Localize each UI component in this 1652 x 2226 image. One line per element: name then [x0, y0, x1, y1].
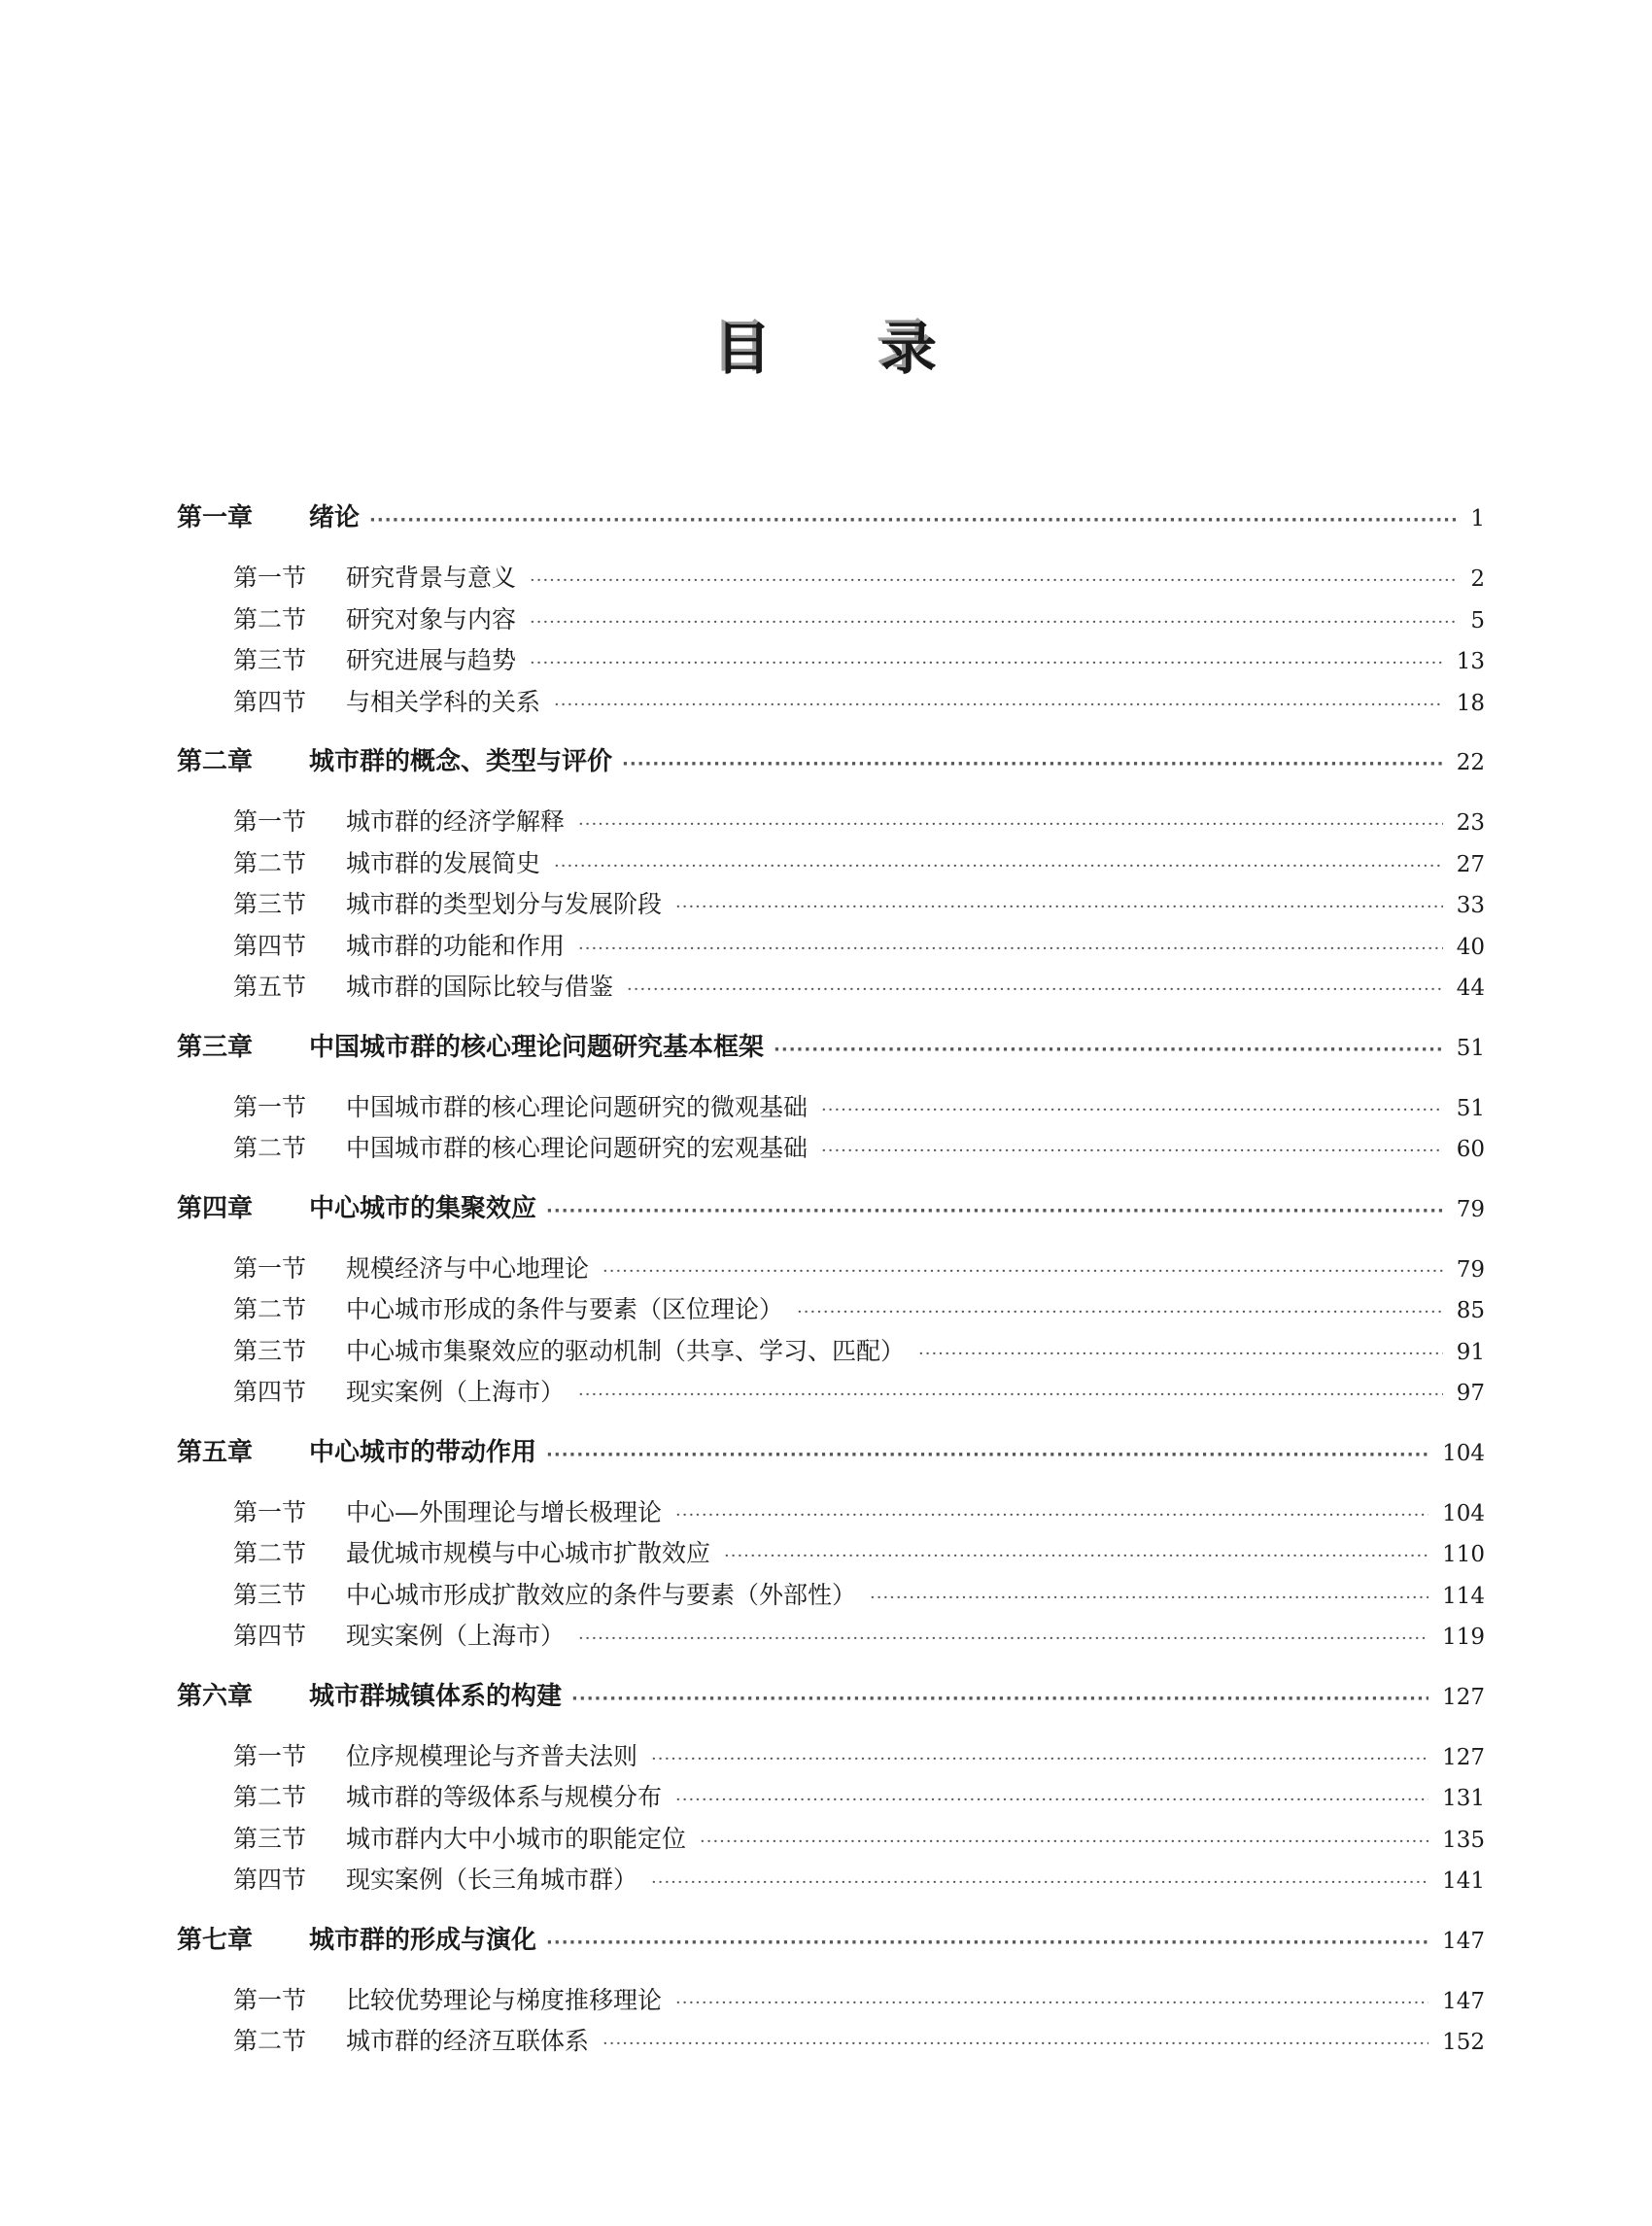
chapter-number: 第四章 — [177, 1193, 254, 1223]
page-number: 1 — [1470, 506, 1485, 531]
section-title: 现实案例（上海市） — [346, 1622, 566, 1650]
section-title: 研究对象与内容 — [346, 604, 517, 634]
leader-dots — [797, 1302, 1443, 1322]
section-title: 现实案例（长三角城市群） — [346, 1866, 638, 1894]
toc-section-entry[interactable] — [177, 1861, 1485, 1902]
toc-section-entry[interactable] — [177, 1778, 1485, 1820]
toc-section-entry[interactable] — [177, 1332, 1485, 1374]
toc-section-entry[interactable] — [177, 2022, 1485, 2064]
toc-section-entry[interactable] — [177, 803, 1485, 844]
page-number: 114 — [1442, 1583, 1485, 1609]
chapter-number: 第二章 — [177, 747, 254, 776]
chapter-number: 第七章 — [177, 1925, 254, 1955]
chapter-title: 中心城市的集聚效应 — [309, 1193, 537, 1223]
chapter-number: 第一章 — [177, 503, 254, 532]
toc-section-entry[interactable] — [177, 559, 1485, 600]
page-number: 23 — [1456, 810, 1485, 836]
toc-chapter-entry[interactable] — [177, 1676, 1485, 1718]
section-number: 第二节 — [233, 1134, 307, 1162]
chapter-title: 城市群的概念、类型与评价 — [309, 747, 613, 776]
table-of-contents — [177, 497, 1485, 2081]
section-title: 中国城市群的核心理论问题研究的微观基础 — [346, 1092, 809, 1121]
leader-dots — [821, 1100, 1443, 1120]
leader-dots — [651, 1749, 1428, 1769]
page-number: 18 — [1456, 690, 1485, 716]
page-title — [0, 303, 1652, 385]
leader-dots — [675, 1505, 1428, 1525]
page-number: 33 — [1456, 893, 1485, 918]
page-number: 135 — [1442, 1827, 1485, 1853]
section-number: 第四节 — [233, 1622, 307, 1650]
section-title: 城市群的等级体系与规模分布 — [346, 1783, 663, 1811]
page-number: 44 — [1456, 976, 1485, 1001]
page-number: 22 — [1456, 750, 1485, 775]
leader-dots — [546, 1201, 1443, 1221]
leader-dots — [578, 939, 1443, 959]
section-number: 第三节 — [233, 646, 307, 674]
section-number: 第四节 — [233, 1378, 307, 1406]
leader-dots — [554, 856, 1443, 876]
section-number: 第三节 — [233, 890, 307, 918]
page-number: 51 — [1456, 1035, 1485, 1061]
section-title: 城市群的发展简史 — [346, 848, 541, 877]
leader-dots — [627, 979, 1443, 1000]
section-number: 第二节 — [233, 1295, 307, 1323]
leader-dots — [530, 570, 1457, 591]
leader-dots — [774, 1040, 1443, 1060]
toc-chapter-entry[interactable] — [177, 497, 1485, 539]
toc-section-entry[interactable] — [177, 1820, 1485, 1862]
leader-dots — [602, 1261, 1443, 1282]
section-number: 第三节 — [233, 1336, 307, 1365]
leader-dots — [675, 1993, 1428, 2013]
section-number: 第二节 — [233, 604, 307, 634]
section-number: 第四节 — [233, 687, 307, 716]
section-title: 最优城市规模与中心城市扩散效应 — [346, 1539, 711, 1567]
chapter-block — [177, 1027, 1485, 1171]
section-title: 规模经济与中心地理论 — [346, 1253, 590, 1283]
toc-section-entry[interactable] — [177, 641, 1485, 683]
chapter-number: 第三章 — [177, 1032, 254, 1062]
section-title: 城市群的经济学解释 — [346, 807, 566, 836]
section-number: 第一节 — [233, 1985, 307, 2014]
chapter-block — [177, 1676, 1485, 1902]
leader-dots — [870, 1588, 1428, 1608]
page-number: 85 — [1456, 1298, 1485, 1323]
page-number: 127 — [1442, 1684, 1485, 1710]
section-number: 第二节 — [233, 1783, 307, 1811]
toc-section-entry[interactable] — [177, 968, 1485, 1010]
section-number: 第二节 — [233, 1539, 307, 1567]
leader-dots — [578, 1628, 1428, 1649]
chapter-title: 城市群城镇体系的构建 — [309, 1681, 563, 1711]
toc-section-entry[interactable] — [177, 1576, 1485, 1618]
chapter-block — [177, 741, 1485, 1010]
toc-section-entry[interactable] — [177, 1617, 1485, 1659]
leader-dots — [578, 1385, 1443, 1405]
page-number: 13 — [1456, 649, 1485, 674]
toc-section-entry[interactable] — [177, 1534, 1485, 1576]
page-number: 91 — [1456, 1339, 1485, 1365]
leader-dots — [918, 1344, 1443, 1364]
section-title: 城市群的功能和作用 — [346, 931, 566, 960]
chapter-title: 中心城市的带动作用 — [309, 1437, 537, 1467]
chapter-block — [177, 1188, 1485, 1415]
section-title: 与相关学科的关系 — [346, 687, 541, 716]
toc-chapter-entry[interactable] — [177, 741, 1485, 783]
section-title: 城市群的经济互联体系 — [346, 2027, 590, 2055]
page-number: 5 — [1470, 607, 1485, 634]
leader-dots — [724, 1546, 1428, 1566]
leader-dots — [675, 1790, 1428, 1810]
toc-section-entry[interactable] — [177, 1981, 1485, 2023]
chapter-number: 第六章 — [177, 1681, 254, 1711]
toc-chapter-entry[interactable] — [177, 1027, 1485, 1069]
section-number: 第一节 — [233, 1497, 307, 1526]
page-number: 147 — [1442, 1928, 1485, 1954]
page-number: 104 — [1442, 1500, 1485, 1526]
page-number: 40 — [1456, 934, 1485, 960]
chapter-block — [177, 1920, 1485, 2064]
section-number: 第一节 — [233, 564, 307, 592]
section-title: 中心城市集聚效应的驱动机制（共享、学习、匹配） — [346, 1336, 906, 1365]
section-number: 第一节 — [233, 1092, 307, 1121]
chapter-title: 中国城市群的核心理论问题研究基本框架 — [309, 1032, 765, 1062]
leader-dots — [554, 695, 1443, 715]
toc-section-entry[interactable] — [177, 885, 1485, 927]
toc-section-entry[interactable] — [177, 1129, 1485, 1171]
section-title: 中心城市形成扩散效应的条件与要素（外部性） — [346, 1580, 857, 1609]
section-title: 中国城市群的核心理论问题研究的宏观基础 — [346, 1134, 809, 1162]
leader-dots — [571, 1689, 1428, 1709]
chapter-block — [177, 1432, 1485, 1659]
page-number: 79 — [1456, 1256, 1485, 1283]
page-number: 119 — [1442, 1625, 1485, 1650]
toc-chapter-entry[interactable] — [177, 1188, 1485, 1230]
toc-chapter-entry[interactable] — [177, 1920, 1485, 1962]
title-char-2: 录 — [880, 316, 938, 382]
section-title: 研究进展与趋势 — [346, 646, 517, 674]
page-number: 127 — [1442, 1744, 1485, 1770]
section-title: 城市群内大中小城市的职能定位 — [346, 1824, 687, 1853]
toc-chapter-entry[interactable] — [177, 1432, 1485, 1474]
section-number: 第四节 — [233, 931, 307, 960]
toc-section-entry[interactable] — [177, 1088, 1485, 1130]
section-title: 比较优势理论与梯度推移理论 — [346, 1985, 663, 2014]
leader-dots — [530, 653, 1443, 673]
section-number: 第五节 — [233, 973, 307, 1001]
section-title: 中心—外围理论与增长极理论 — [346, 1497, 663, 1526]
toc-section-entry[interactable] — [177, 844, 1485, 886]
chapter-title: 城市群的形成与演化 — [309, 1925, 537, 1955]
chapter-title: 绪论 — [309, 503, 361, 532]
toc-section-entry[interactable] — [177, 1373, 1485, 1415]
page-number: 147 — [1442, 1988, 1485, 2014]
page-number: 97 — [1456, 1381, 1485, 1406]
page-number: 104 — [1442, 1440, 1485, 1466]
leader-dots — [578, 814, 1443, 835]
section-number: 第一节 — [233, 1253, 307, 1283]
leader-dots — [369, 510, 1457, 531]
section-number: 第二节 — [233, 848, 307, 877]
toc-section-entry[interactable] — [177, 1290, 1485, 1332]
leader-dots — [546, 1445, 1428, 1465]
section-title: 城市群的国际比较与借鉴 — [346, 973, 614, 1001]
leader-dots — [700, 1832, 1428, 1852]
title-char-1: 目 — [714, 316, 772, 382]
chapter-number: 第五章 — [177, 1437, 254, 1467]
section-number: 第三节 — [233, 1824, 307, 1853]
section-title: 城市群的类型划分与发展阶段 — [346, 890, 663, 918]
leader-dots — [622, 754, 1443, 774]
section-number: 第四节 — [233, 1866, 307, 1894]
page-number: 27 — [1456, 851, 1485, 877]
toc-section-entry[interactable] — [177, 1493, 1485, 1535]
leader-dots — [651, 1872, 1428, 1893]
toc-section-entry[interactable] — [177, 927, 1485, 969]
section-title: 中心城市形成的条件与要素（区位理论） — [346, 1295, 784, 1323]
page-number: 152 — [1442, 2030, 1485, 2055]
section-title: 研究背景与意义 — [346, 564, 517, 592]
leader-dots — [821, 1141, 1443, 1161]
page-number: 60 — [1456, 1137, 1485, 1162]
leader-dots — [675, 897, 1443, 917]
toc-section-entry[interactable] — [177, 600, 1485, 642]
section-title: 位序规模理论与齐普夫法则 — [346, 1741, 638, 1770]
page-number: 141 — [1442, 1868, 1485, 1894]
section-title: 现实案例（上海市） — [346, 1378, 566, 1406]
section-number: 第二节 — [233, 2027, 307, 2055]
page-number: 110 — [1442, 1542, 1485, 1567]
leader-dots — [602, 2034, 1428, 2054]
toc-section-entry[interactable] — [177, 1737, 1485, 1779]
section-number: 第一节 — [233, 807, 307, 836]
toc-section-entry[interactable] — [177, 683, 1485, 725]
page-number: 51 — [1456, 1095, 1485, 1121]
chapter-block — [177, 497, 1485, 724]
page-number: 79 — [1456, 1196, 1485, 1222]
page-number: 131 — [1442, 1786, 1485, 1811]
section-number: 第一节 — [233, 1741, 307, 1770]
toc-section-entry[interactable] — [177, 1250, 1485, 1291]
section-number: 第三节 — [233, 1580, 307, 1609]
page-number: 2 — [1470, 566, 1485, 592]
leader-dots — [530, 612, 1457, 633]
leader-dots — [546, 1933, 1428, 1953]
